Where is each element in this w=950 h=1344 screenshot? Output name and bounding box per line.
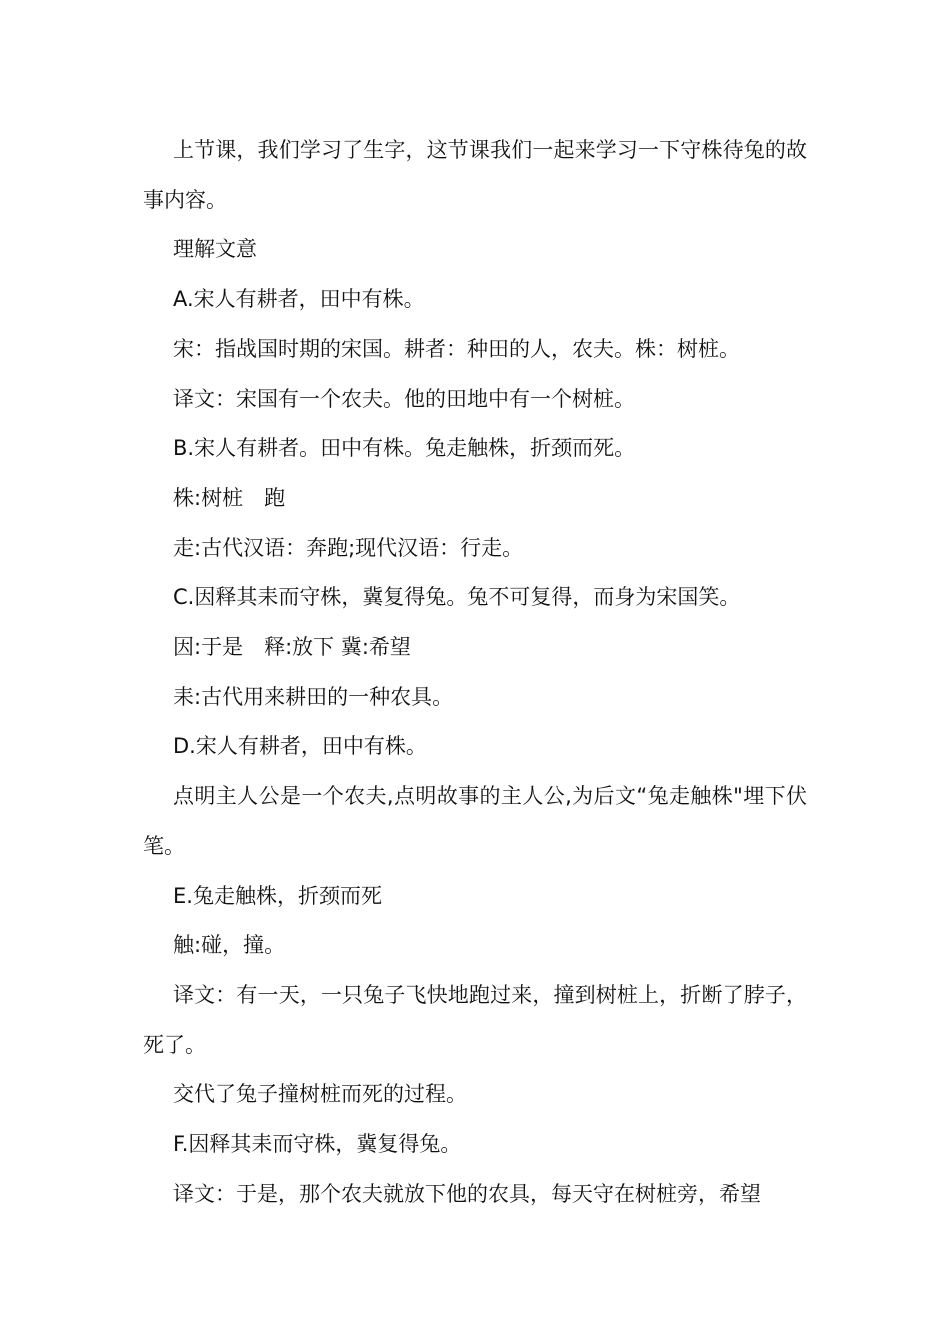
paragraph-section-f: F.因释其耒而守株，冀复得兔。: [173, 1132, 462, 1157]
paragraph-section-e: E.兔走触株，折颈而死: [173, 883, 382, 908]
paragraph-d-note: 点明主人公是一个农夫,点明故事的主人公,为后文“兔走触株"埋下伏笔。: [143, 784, 807, 858]
paragraph-a-glossary: 宋：指战国时期的宋国。耕者：种田的人，农夫。株：树桩。: [173, 336, 740, 361]
paragraph-intro: 上节课，我们学习了生字，这节课我们一起来学习一下守株待兔的故事内容。: [143, 138, 807, 212]
paragraph-heading-understanding: 理解文意: [173, 237, 257, 262]
paragraph-section-a: A.宋人有耕者，田中有株。: [173, 287, 425, 312]
paragraph-section-b: B.宋人有耕者。田中有株。兔走触株，折颈而死。: [173, 436, 636, 461]
paragraph-b-glossary-zhu: 株:树桩 跑: [173, 485, 286, 510]
paragraph-c-glossary: 因:于是 释:放下 冀:希望: [173, 635, 411, 660]
paragraph-section-d: D.宋人有耕者，田中有株。: [173, 734, 427, 759]
paragraph-section-c: C.因释其耒而守株，冀复得兔。兔不可复得，而身为宋国笑。: [173, 585, 741, 610]
paragraph-e-glossary: 触:碰，撞。: [173, 933, 286, 958]
paragraph-e-note: 交代了兔子撞树桩而死的过程。: [173, 1082, 467, 1107]
paragraph-e-translation: 译文：有一天，一只兔子飞快地跑过来，撞到树桩上，折断了脖子，死了。: [143, 982, 807, 1057]
paragraph-a-translation: 译文：宋国有一个农夫。他的田地中有一个树桩。: [173, 386, 635, 411]
paragraph-f-translation: 译文：于是，那个农夫就放下他的农具，每天守在树桩旁，希望: [173, 1181, 761, 1206]
paragraph-b-glossary-zou: 走:古代汉语：奔跑;现代汉语：行走。: [173, 535, 524, 560]
paragraph-c-glossary-lei: 耒:古代用来耕田的一种农具。: [173, 684, 454, 709]
document-body: [143, 126, 807, 1219]
